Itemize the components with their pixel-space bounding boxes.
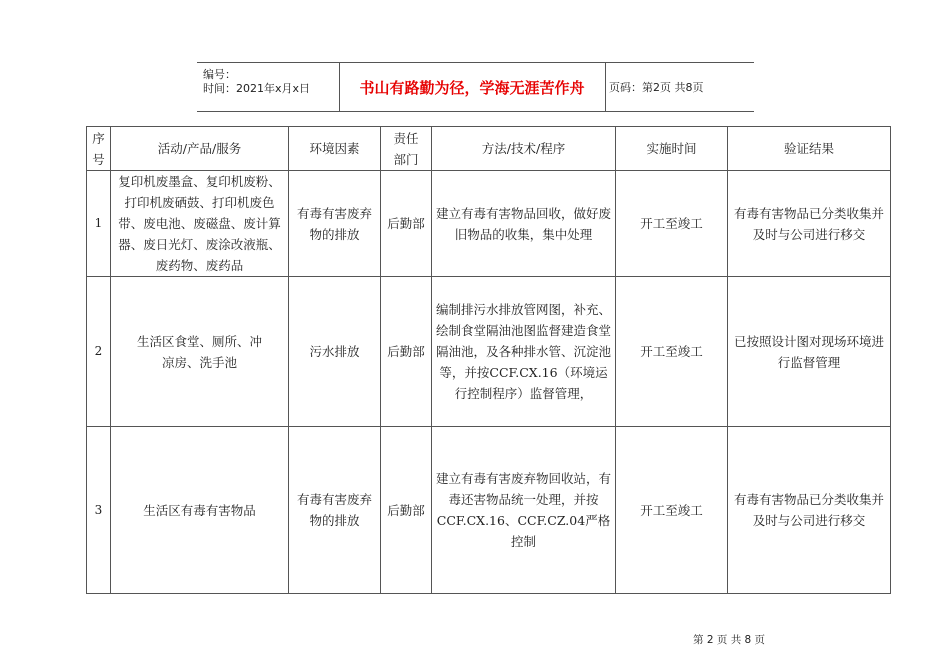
- cell-activity: 复印机废墨盒、复印机废粉、打印机废硒鼓、打印机废色带、废电池、废磁盘、废计算器、废日光灯、废涂改液瓶、废药物、废药品: [111, 171, 289, 277]
- cell-result: 有毒有害物品已分类收集并及时与公司进行移交: [728, 171, 891, 277]
- page-header: [197, 62, 754, 112]
- cell-dept: 后勤部: [381, 171, 432, 277]
- col-header-factor: 环境因素: [289, 127, 381, 171]
- col-header-dept: 责任部门: [381, 127, 432, 171]
- cell-factor: 有毒有害废弃物的排放: [289, 427, 381, 594]
- cell-time: 开工至竣工: [616, 427, 728, 594]
- col-header-activity: 活动/产品/服务: [111, 127, 289, 171]
- cell-activity: 生活区食堂、厕所、冲凉房、洗手池: [111, 277, 289, 427]
- cell-seq: 3: [87, 427, 111, 594]
- cell-result: 已按照设计图对现场环境进行监督管理: [728, 277, 891, 427]
- col-header-time: 实施时间: [616, 127, 728, 171]
- cell-method: 建立有毒有害物品回收，做好废旧物品的收集，集中处理: [432, 171, 616, 277]
- table-header-row: [87, 127, 891, 171]
- cell-method: 建立有毒有害废弃物回收站，有毒还害物品统一处理，并按CCF.CX.16、CCF.CZ.04严格控制: [432, 427, 616, 594]
- cell-factor: 污水排放: [289, 277, 381, 427]
- document-number-label: 编号：: [203, 68, 236, 81]
- table-row: [87, 171, 891, 277]
- cell-time: 开工至竣工: [616, 171, 728, 277]
- cell-dept: 后勤部: [381, 277, 432, 427]
- document-time-label: 时间：2021年x月x日: [203, 82, 311, 95]
- cell-activity: 生活区有毒有害物品: [111, 427, 289, 594]
- cell-result: 有毒有害物品已分类收集并及时与公司进行移交: [728, 427, 891, 594]
- cell-dept: 后勤部: [381, 427, 432, 594]
- col-header-result: 验证结果: [728, 127, 891, 171]
- cell-factor: 有毒有害废弃物的排放: [289, 171, 381, 277]
- cell-time: 开工至竣工: [616, 277, 728, 427]
- environment-factor-table: [86, 126, 891, 594]
- col-header-method: 方法/技术/程序: [432, 127, 616, 171]
- header-page-number: 页码：第2页 共8页: [609, 81, 704, 94]
- cell-seq: 2: [87, 277, 111, 427]
- header-motto: 书山有路勤为径，学海无涯苦作舟: [359, 78, 585, 97]
- table-row: [87, 427, 891, 594]
- page-footer: 第 2 页 共 8 页: [693, 634, 766, 646]
- col-header-seq: 序号: [87, 127, 111, 171]
- table-row: [87, 277, 891, 427]
- cell-seq: 1: [87, 171, 111, 277]
- cell-method: 编制排污水排放管网图，补充、绘制食堂隔油池图监督建造食堂隔油池，及各种排水管、沉淀池等，并按CCF.CX.16（环境运行控制程序）监督管理，: [432, 277, 616, 427]
